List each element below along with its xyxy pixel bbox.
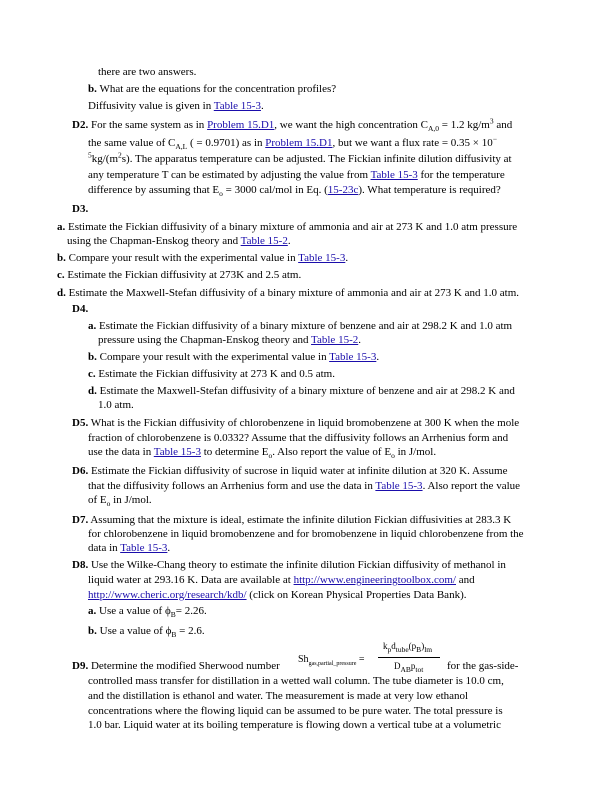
text: Estimate the Fickian diffusivity at 273 K and 0.5 atm.	[98, 368, 335, 380]
text: = 3000 cal/mol in Eq. (	[222, 184, 328, 196]
text: = 1.2 kg/m	[439, 119, 490, 131]
question-b	[88, 83, 336, 96]
equation-link[interactable]: 15-23c	[327, 184, 359, 196]
formula-denominator	[394, 661, 424, 674]
text: D	[394, 661, 401, 671]
text: , but we want a flux rate = 0.35 × 10	[332, 137, 493, 149]
problem-d9-line5: 1.0 bar. Liquid water at its boiling temperature is flowing down a vertical tube at a volumetric	[88, 719, 501, 731]
text: = 2.6.	[176, 625, 205, 637]
item-label: b.	[88, 625, 97, 637]
text: Estimate the Maxwell-Stefan diffusivity of a binary mixture of ammonia and air at 273 K and 1.0 atm.	[68, 287, 520, 299]
text: = 2.26.	[175, 605, 207, 617]
text: s). The apparatus temperature can be adjusted. The Fickian infinite dilution diffusivity at	[121, 153, 512, 165]
answers-note: there are two answers.	[98, 66, 197, 78]
problem-d4-label: D4.	[72, 303, 89, 315]
sub: gas,partial_pressure	[308, 661, 357, 667]
text: .	[376, 351, 380, 363]
table-link[interactable]: Table 15-3	[153, 446, 201, 458]
text: Estimate the Maxwell-Stefan diffusivity of a binary mixture of benzene and air at 298.2 K and	[99, 385, 515, 397]
item-text: What are the equations for the concentration profiles?	[99, 83, 337, 95]
item-label: c.	[88, 368, 96, 380]
text: d	[391, 641, 396, 651]
problem-d2-line4	[88, 169, 505, 182]
sup: 2	[118, 150, 122, 160]
sub: o	[391, 451, 395, 461]
problem-d9-line3: and the distillation is ethanol and water. The measurement is made at very low ethanol	[88, 690, 469, 702]
problem-d9-line2: controlled mass transfer for distillation in a wetted wall column. The tube diameter is 10.0 cm,	[88, 675, 504, 687]
text: of E	[88, 494, 107, 506]
table-link[interactable]: Table 15-3	[120, 542, 168, 554]
sub: p	[387, 644, 392, 654]
problem-d6-line3	[88, 494, 152, 507]
problem-d3-label: D3.	[72, 203, 89, 215]
text: )	[421, 641, 425, 651]
problem-d2-line5	[88, 184, 501, 197]
text: (p	[408, 641, 417, 651]
problem-d4-d-line2: 1.0 atm.	[98, 399, 134, 411]
problem-d3-b	[57, 252, 348, 265]
problem-d4-a-line1	[88, 320, 512, 333]
problem-d2-line1	[72, 116, 513, 134]
sub: B	[170, 610, 176, 620]
problem-d8-a	[88, 605, 207, 618]
item-label: d.	[88, 385, 97, 397]
problem-d6-line1	[72, 465, 507, 478]
text: =	[358, 654, 365, 665]
text: k	[383, 641, 388, 651]
text: .	[167, 542, 171, 554]
table-link[interactable]: Table 15-3	[298, 252, 346, 264]
text: p	[410, 661, 416, 671]
problem-d2-line2	[88, 134, 497, 152]
problem-d5-line2: fraction of chlorobenzene is 0.0332? Assume that the diffusivity follows an Arrhenius form and	[88, 432, 509, 444]
text: Compare your result with the experimental value in	[68, 252, 299, 264]
text: in J/mol.	[394, 446, 437, 458]
text: Compare your result with the experimental value in	[99, 351, 330, 363]
table-link[interactable]: Table 15-3	[213, 100, 261, 112]
text: the same value of C	[88, 137, 176, 149]
text: data in	[88, 542, 121, 554]
problem-d9-line1b: for the gas-side-	[447, 660, 519, 672]
sup: 3	[489, 116, 494, 126]
table-link[interactable]: Table 15-3	[370, 169, 418, 181]
problem-label: D7.	[72, 514, 89, 526]
text: Estimate the Fickian diffusivity of a binary mixture of ammonia and air at 273 K and 1.0 atm pressure	[68, 221, 518, 233]
text: Estimate the Fickian diffusivity at 273K and 2.5 atm.	[67, 269, 302, 281]
problem-label: D9.	[72, 660, 89, 672]
text: and	[493, 119, 513, 131]
item-label: c.	[57, 269, 65, 281]
text: .	[287, 235, 291, 247]
problem-d2-line3	[88, 150, 512, 166]
text: Assuming that the mixture is ideal, estimate the infinite dilution Fickian diffusivities at 283.3 K	[90, 514, 512, 526]
item-label: b.	[88, 351, 97, 363]
problem-d9-line1a	[72, 660, 280, 673]
sub: A,0	[427, 124, 439, 134]
sub: tot	[415, 664, 424, 674]
text: .	[358, 334, 361, 346]
sub: tube	[395, 644, 409, 654]
problem-d3-a-line2	[67, 235, 291, 248]
sub: lm	[424, 644, 433, 654]
text: , we want the high concentration C	[274, 119, 428, 131]
text: For the same system as in	[90, 119, 208, 131]
text: liquid water at 293.16 K. Data are available at	[88, 574, 294, 586]
problem-link[interactable]: Problem 15.D1	[265, 137, 333, 149]
text: Diffusivity value is given in	[88, 100, 214, 112]
sub: A,L	[175, 142, 188, 152]
problem-d7-line2: for chlorobenzene in liquid bromobenzene and for bromobenzene in liquid chlorobenzene from the	[88, 528, 524, 540]
sub: AB	[400, 664, 411, 674]
problem-d5-line3	[88, 446, 436, 459]
item-label: a.	[88, 320, 97, 332]
text: any temperature T can be estimated by adjusting the value from	[88, 169, 371, 181]
text: . Also report the value	[422, 480, 521, 492]
problem-label: D2.	[72, 119, 89, 131]
item-label: a.	[88, 605, 97, 617]
text: in J/mol.	[110, 494, 152, 506]
problem-label: D8.	[72, 559, 89, 571]
problem-d4-c	[88, 368, 335, 381]
problem-d6-line2	[88, 480, 520, 493]
text: (click on Korean Physical Properties Data Bank).	[246, 589, 467, 601]
text: Estimate the Fickian diffusivity of sucrose in liquid water at infinite dilution at 320 K. Assume	[90, 465, 508, 477]
text: that the diffusivity follows an Arrhenius form and use the data in	[88, 480, 376, 492]
formula-numerator	[383, 641, 433, 654]
text: .	[260, 100, 264, 112]
text: Estimate the Fickian diffusivity of a binary mixture of benzene and air at 298.2 K and 1.0 atm	[99, 320, 513, 332]
problem-d8-line3	[88, 589, 466, 602]
text: and	[456, 574, 475, 586]
table-link[interactable]: Table 15-2	[311, 334, 359, 346]
problem-d3-c	[57, 269, 301, 282]
text: to determine E	[200, 446, 269, 458]
text: Determine the modified Sherwood number	[90, 660, 280, 672]
problem-d8-line1	[72, 559, 506, 572]
table-link[interactable]: Table 15-3	[375, 480, 423, 492]
engineeringtoolbox-link[interactable]: http://www.engineeringtoolbox.com/	[293, 574, 456, 586]
problem-d5-line1	[72, 417, 519, 430]
sub: B	[416, 644, 422, 654]
problem-d4-a-line2	[98, 334, 361, 347]
text: using the Chapman-Enskog theory and	[67, 235, 241, 247]
problem-d8-b	[88, 625, 205, 638]
sup: 5	[88, 150, 92, 160]
text: for the temperature	[417, 169, 505, 181]
table-link[interactable]: Table 15-2	[240, 235, 288, 247]
problem-label: D5.	[72, 417, 89, 429]
text: use the data in	[88, 446, 154, 458]
sup: −	[492, 134, 497, 144]
problem-d4-d-line1	[88, 385, 515, 398]
problem-d7-line3	[88, 542, 170, 555]
fraction-bar	[378, 657, 440, 658]
text: What is the Fickian diffusivity of chlorobenzene in liquid bromobenzene at 300 K when the mole	[90, 417, 520, 429]
sub: o	[219, 189, 223, 199]
text: Use a value of ϕ	[99, 625, 172, 637]
problem-d3-d	[57, 287, 519, 300]
sub: B	[171, 630, 177, 640]
text: pressure using the Chapman-Enskog theory and	[98, 334, 312, 346]
item-label: d.	[57, 287, 66, 299]
formula-lhs	[298, 654, 365, 665]
problem-label: D6.	[72, 465, 89, 477]
problem-d8-line2	[88, 574, 475, 587]
problem-d4-b	[88, 351, 379, 364]
text: .	[345, 252, 349, 264]
text: Use the Wilke-Chang theory to estimate the infinite dilution Fickian diffusivity of methanol in	[90, 559, 506, 571]
cheric-link[interactable]: http://www.cheric.org/research/kdb/	[88, 589, 247, 601]
item-label: a.	[57, 221, 66, 233]
problem-d7-line1	[72, 514, 511, 527]
problem-d9-line4: concentrations where the flowing liquid can be assumed to be pure water. The total pressure is	[88, 705, 503, 717]
table-link[interactable]: Table 15-3	[329, 351, 377, 363]
sub: o	[268, 451, 273, 461]
problem-link[interactable]: Problem 15.D1	[207, 119, 275, 131]
text: ( = 0.9701) as in	[187, 137, 266, 149]
problem-d3-a-line1	[57, 221, 517, 234]
text: difference by assuming that E	[88, 184, 220, 196]
text: kg/(m	[91, 153, 119, 165]
item-label: b.	[88, 83, 97, 95]
diffusivity-note	[88, 100, 264, 113]
text: Sh	[298, 654, 309, 665]
item-label: b.	[57, 252, 66, 264]
sub: o	[106, 499, 111, 509]
text: ). What temperature is required?	[358, 184, 501, 196]
text: . Also report the value of E	[272, 446, 392, 458]
text: Use a value of ϕ	[99, 605, 171, 617]
